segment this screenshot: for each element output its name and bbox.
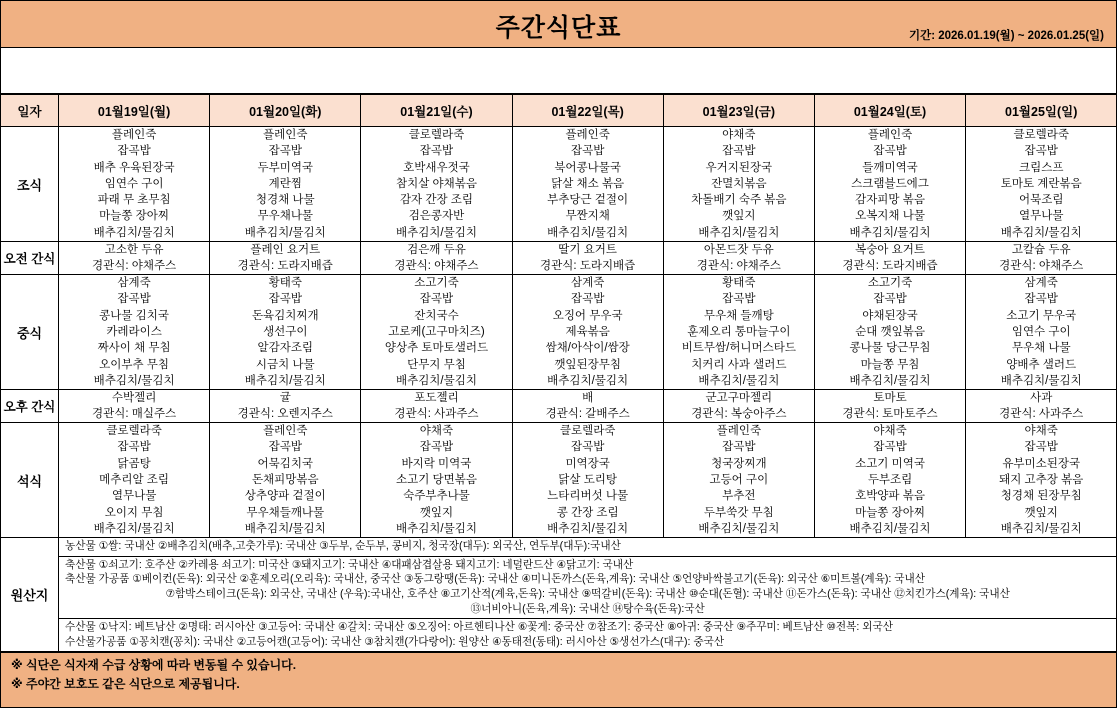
- snack-cell: [210, 242, 361, 275]
- dish-item: 잡곡밥: [268, 293, 302, 306]
- period-label: 기간: 2026.01.19(월) ~ 2026.01.25(일): [909, 30, 1104, 42]
- dish-item: 야채죽: [419, 425, 454, 438]
- dish-item: 유부미소된장국: [1002, 457, 1081, 470]
- dish-item: 배추김치/물김치: [547, 226, 629, 239]
- dish-item: 삼계죽: [570, 277, 605, 290]
- dish-item: 배추김치/물김치: [1000, 374, 1082, 387]
- snack-cell: [59, 390, 210, 423]
- dish-item: 잡곡밥: [117, 293, 151, 306]
- dish-item: 잡곡밥: [1024, 441, 1058, 454]
- dish-item: 순대 깻잎볶음: [855, 325, 925, 338]
- origin-row: [1, 538, 1117, 652]
- dish-item: 두부쑥갓 무침: [703, 506, 774, 519]
- dish-item: 삼계죽: [1024, 277, 1058, 290]
- dish-item: 비트무쌈/허니머스타드: [681, 342, 796, 355]
- dish-item: 잡곡밥: [722, 441, 756, 454]
- snack-cell: [966, 242, 1117, 275]
- dish-item: 플레인죽: [716, 425, 762, 438]
- row-label-1: 오전 간식: [1, 242, 59, 275]
- origin-line: 수산물가공품 ①꽁치캔(꽁치): 국내산 ②고등어캔(고등어): 국내산 ③참치캔(가다랑어): 원양산 ④동태전(동태): 러시아산 ⑤생선가스(대구): 중국산: [65, 635, 725, 648]
- dish-item: 호박새우젓국: [403, 161, 470, 174]
- meal-cell: [512, 275, 663, 390]
- dish-item: 닭살 도리탕: [558, 474, 618, 487]
- dish-item: 마늘쫑 장아찌: [99, 210, 170, 223]
- dish-item: 오복지채 나물: [855, 210, 925, 223]
- dish-item: 클로렐라죽: [408, 129, 465, 141]
- dish-item: 경관식: 갈배주스: [545, 408, 630, 421]
- dish-item: 경관식: 매실주스: [92, 408, 177, 421]
- dish-item: 제육볶음: [565, 325, 610, 338]
- dish-item: 배추김치/물김치: [93, 226, 175, 239]
- dish-item: 배추김치/물김치: [849, 374, 931, 387]
- dish-item: 호박양파 볶음: [855, 490, 925, 503]
- dish-item: 야채죽: [873, 425, 907, 438]
- meal-cell: [966, 127, 1117, 242]
- dish-item: 클로렐라죽: [1013, 129, 1069, 141]
- row-label-4: 석식: [1, 423, 59, 538]
- dish-item: 잡곡밥: [419, 441, 454, 454]
- dish-item: 감자피망 볶음: [855, 194, 925, 207]
- dish-item: 스크램블드에그: [851, 177, 929, 190]
- dish-item: 오징어 무우국: [552, 309, 623, 322]
- menu-table-body: [1, 127, 1117, 538]
- dish-item: 소고기죽: [414, 277, 459, 290]
- dish-item: 플레인죽: [263, 129, 308, 141]
- dish-item: 잡곡밥: [419, 145, 454, 158]
- header-day-0: 01월19일(월): [59, 95, 210, 127]
- dish-item: 크림스프: [1019, 161, 1064, 174]
- dish-item: 돈채피망볶음: [251, 474, 319, 487]
- dish-item: 경관식: 도라지배즙: [540, 260, 636, 273]
- dish-item: 플레인죽: [111, 129, 157, 141]
- dish-item: 소고기 미역국: [855, 457, 925, 470]
- dish-item: 배추김치/물김치: [698, 226, 780, 239]
- note-line-1: ※ 주야간 보호도 같은 식단으로 제공됩니다.: [11, 677, 240, 692]
- dish-item: 파래 무 초무침: [97, 194, 171, 207]
- dish-item: 무짠지채: [565, 210, 610, 223]
- dish-item: 어묵김치국: [257, 457, 314, 470]
- meal-cell: [59, 127, 210, 242]
- dish-item: 북어콩나물국: [554, 161, 621, 174]
- dish-item: 카레라이스: [106, 325, 162, 338]
- origin-line: 축산물 ①쇠고기: 호주산 ②카레용 쇠고기: 미국산 ③돼지고기: 국내산 ④대패삼겹살용 돼지고기: 네덜란드산 ④닭고기: 국내산: [65, 558, 634, 571]
- dish-item: 아몬드잣 두유: [703, 244, 774, 257]
- dish-item: 오이지 무침: [104, 506, 164, 519]
- origin-group: [59, 557, 1116, 619]
- dish-item: 배추김치/물김치: [698, 374, 780, 387]
- snack-cell: [512, 242, 663, 275]
- dish-item: 임연수 구이: [1011, 325, 1071, 338]
- dish-item: 야채된장국: [862, 309, 918, 322]
- dish-item: 고등어 구이: [709, 474, 769, 487]
- dish-item: 감자 간장 조림: [399, 194, 473, 207]
- origin-group: [59, 538, 1116, 557]
- dish-item: 클로렐라죽: [559, 425, 616, 438]
- dish-item: 플레인 요거트: [250, 244, 321, 257]
- dish-item: 잡곡밥: [268, 441, 302, 454]
- dish-item: 경관식: 사과주스: [394, 408, 479, 421]
- dish-item: 토마토: [873, 392, 907, 405]
- dish-item: 알감자조림: [257, 342, 314, 355]
- menu-row-오전 간식: [1, 242, 1117, 275]
- header-day-5: 01월24일(토): [814, 95, 965, 127]
- meal-cell: [361, 423, 512, 538]
- dish-item: 짜사이 채 무침: [97, 342, 171, 355]
- meal-cell: [663, 423, 814, 538]
- dish-item: 잡곡밥: [570, 293, 605, 306]
- meal-cell: [512, 423, 663, 538]
- dish-item: 깻잎지: [1024, 506, 1058, 519]
- dish-item: 깻잎된장무침: [554, 358, 621, 371]
- dish-item: 잡곡밥: [873, 441, 907, 454]
- dish-item: 배추김치/물김치: [849, 522, 931, 535]
- title-bar: [0, 0, 1117, 48]
- dish-item: 경관식: 복숭아주스: [691, 408, 787, 421]
- dish-item: 토마토 계란볶음: [1000, 177, 1082, 190]
- origin-group: [59, 619, 1116, 651]
- menu-table: [0, 94, 1117, 652]
- meal-cell: [663, 275, 814, 390]
- blank-strip: [0, 48, 1117, 94]
- dish-item: 플레인죽: [565, 129, 610, 141]
- dish-item: 고로케(고구마치즈): [388, 325, 485, 338]
- dish-item: 두부조림: [867, 474, 913, 487]
- meal-cell: [814, 127, 965, 242]
- dish-item: 소고기죽: [867, 277, 913, 290]
- dish-item: 배추김치/물김치: [395, 374, 477, 387]
- meal-cell: [361, 127, 512, 242]
- row-label-3: 오후 간식: [1, 390, 59, 423]
- meal-cell: [59, 423, 210, 538]
- header-row: [1, 95, 1117, 127]
- header-day-2: 01월21일(수): [361, 95, 512, 127]
- dish-item: 잡곡밥: [117, 145, 151, 158]
- menu-row-오후 간식: [1, 390, 1117, 423]
- dish-item: 훈제오리 통마늘구이: [687, 325, 791, 338]
- menu-row-중식: [1, 275, 1117, 390]
- dish-item: 부추당근 겉절이: [547, 194, 629, 207]
- dish-item: 오이부추 무침: [99, 358, 170, 371]
- dish-item: 단무지 무침: [407, 358, 466, 371]
- dish-item: 느타리버섯 나물: [547, 490, 629, 503]
- dish-item: 청경채 된장무침: [1000, 490, 1082, 503]
- dish-item: 닭살 채소 볶음: [551, 177, 625, 190]
- header-day-3: 01월22일(목): [512, 95, 663, 127]
- header-day-1: 01월20일(화): [210, 95, 361, 127]
- dish-item: 차돌배기 숙주 볶음: [691, 194, 787, 207]
- dish-item: 계란찜: [268, 177, 302, 190]
- dish-item: 마늘쫑 장아찌: [855, 506, 925, 519]
- dish-item: 복숭아 요거트: [855, 244, 925, 257]
- dish-item: 경관식: 도라지배즙: [842, 260, 938, 273]
- dish-item: 배추김치/물김치: [1000, 522, 1082, 535]
- dish-item: 고소한 두유: [104, 244, 164, 257]
- dish-item: 배추김치/물김치: [698, 522, 780, 535]
- menu-row-조식: [1, 127, 1117, 242]
- header-label-date: 일자: [1, 95, 59, 127]
- dish-item: 콩나물 당근무침: [849, 342, 931, 355]
- origin-line: 농산물 ①쌀: 국내산 ②배추김치(배추,고춧가루): 국내산 ③두부, 순두부, 콩비지, 청국장(대두): 외국산, 연두부(대두):국내산: [65, 540, 621, 553]
- dish-item: 잡곡밥: [722, 293, 756, 306]
- meal-cell: [210, 423, 361, 538]
- footer-notes: [0, 652, 1117, 708]
- origin-line: 수산물 ①낙지: 베트남산 ②명태: 러시아산 ③고등어: 국내산 ④갈치: 국내산 ⑤오징어: 아르헨티나산 ⑥꽃게: 중국산 ⑦참조기: 중국산 ⑧아귀: 중국산 ⑨주꾸미: 베트남산 ⑩전복: 외국산: [65, 621, 893, 634]
- dish-item: 배추김치/물김치: [93, 522, 175, 535]
- dish-item: 야채죽: [722, 129, 756, 141]
- dish-item: 바지락 미역국: [401, 457, 472, 470]
- dish-item: 잔치국수: [414, 309, 459, 322]
- snack-cell: [814, 242, 965, 275]
- meal-cell: [59, 275, 210, 390]
- dish-item: 소고기 무우국: [1006, 309, 1077, 322]
- dish-item: 황태죽: [268, 277, 302, 290]
- dish-item: 배추김치/물김치: [93, 374, 175, 387]
- dish-item: 무우채들깨나물: [246, 506, 325, 519]
- dish-item: 배추김치/물김치: [244, 374, 326, 387]
- meal-cell: [814, 275, 965, 390]
- dish-item: 두부미역국: [257, 161, 314, 174]
- dish-item: 플레인죽: [263, 425, 308, 438]
- origin-line: ⑬너비아니(돈육,계육): 국내산 ⑭탕수육(돈육):국산: [470, 602, 705, 615]
- dish-item: 열무나물: [1019, 210, 1064, 223]
- dish-item: 검은콩자반: [408, 210, 465, 223]
- row-label-0: 조식: [1, 127, 59, 242]
- dish-item: 배: [582, 392, 594, 405]
- dish-item: 참치살 야채볶음: [395, 177, 477, 190]
- dish-item: 잡곡밥: [1024, 145, 1058, 158]
- dish-item: 상추양파 겉절이: [244, 490, 326, 503]
- dish-item: 미역장국: [565, 457, 610, 470]
- dish-item: 잔멸치볶음: [711, 177, 767, 190]
- dish-item: 야채죽: [1024, 425, 1058, 438]
- dish-item: 경관식: 사과주스: [999, 408, 1084, 421]
- dish-item: 임연수 구이: [104, 177, 164, 190]
- note-line-0: ※ 식단은 식자재 수급 상황에 따라 변동될 수 있습니다.: [11, 658, 297, 673]
- header-day-4: 01월23일(금): [663, 95, 814, 127]
- dish-item: 청국장찌개: [711, 457, 767, 470]
- dish-item: 시금치 나물: [255, 358, 315, 371]
- dish-item: 잡곡밥: [570, 145, 605, 158]
- dish-item: 양상추 토마토샐러드: [384, 342, 489, 355]
- dish-item: 무우채나물: [257, 210, 314, 223]
- dish-item: 잡곡밥: [873, 293, 907, 306]
- dish-item: 잡곡밥: [117, 441, 151, 454]
- dish-item: 잡곡밥: [1024, 293, 1058, 306]
- snack-cell: [59, 242, 210, 275]
- dish-item: 경관식: 야채주스: [999, 260, 1084, 273]
- dish-item: 사과: [1030, 392, 1053, 405]
- dish-item: 콩 간장 조림: [556, 506, 619, 519]
- page-title: 주간식단표: [495, 14, 622, 42]
- dish-item: 배추 우육된장국: [93, 161, 175, 174]
- dish-item: 돼지 고추장 볶음: [999, 474, 1084, 487]
- dish-item: 황태죽: [722, 277, 756, 290]
- dish-item: 경관식: 토마토주스: [842, 408, 938, 421]
- dish-item: 삼계죽: [117, 277, 151, 290]
- dish-item: 수박젤리: [111, 392, 157, 405]
- origin-label: 원산지: [1, 538, 59, 652]
- snack-cell: [512, 390, 663, 423]
- meal-cell: [210, 275, 361, 390]
- dish-item: 들깨미역국: [862, 161, 918, 174]
- dish-item: 경관식: 도라지배즙: [237, 260, 333, 273]
- snack-cell: [361, 390, 512, 423]
- dish-item: 메추리알 조림: [99, 474, 170, 487]
- dish-item: 잡곡밥: [722, 145, 756, 158]
- snack-cell: [663, 390, 814, 423]
- snack-cell: [663, 242, 814, 275]
- dish-item: 플레인죽: [867, 129, 913, 141]
- header-day-6: 01월25일(일): [966, 95, 1117, 127]
- dish-item: 생선구이: [263, 325, 308, 338]
- dish-item: 숙주부추나물: [403, 490, 470, 503]
- meal-cell: [210, 127, 361, 242]
- dish-item: 돈육김치찌개: [251, 309, 319, 322]
- dish-item: 깻잎지: [722, 210, 756, 223]
- dish-item: 군고구마젤리: [705, 392, 773, 405]
- dish-item: 쌈채/아삭이/쌈장: [545, 342, 630, 355]
- snack-cell: [361, 242, 512, 275]
- meal-cell: [512, 127, 663, 242]
- snack-cell: [966, 390, 1117, 423]
- dish-item: 닭곰탕: [117, 457, 151, 470]
- origin-section: [1, 538, 1117, 652]
- meal-cell: [814, 423, 965, 538]
- dish-item: 경관식: 야채주스: [92, 260, 177, 273]
- dish-item: 잡곡밥: [419, 293, 454, 306]
- dish-item: 클로렐라죽: [106, 425, 162, 438]
- dish-item: 배추김치/물김치: [244, 522, 326, 535]
- dish-item: 깻잎지: [419, 506, 454, 519]
- dish-item: 무우채 나물: [1011, 342, 1071, 355]
- dish-item: 배추김치/물김치: [547, 522, 629, 535]
- meal-cell: [361, 275, 512, 390]
- dish-item: 치커리 사과 샐러드: [691, 358, 787, 371]
- dish-item: 경관식: 오렌지주스: [237, 408, 333, 421]
- meal-cell: [663, 127, 814, 242]
- dish-item: 부추전: [722, 490, 756, 503]
- menu-table-head: [1, 95, 1117, 127]
- dish-item: 배추김치/물김치: [547, 374, 629, 387]
- dish-item: 배추김치/물김치: [244, 226, 326, 239]
- origin-line: ⑦함박스테이크(돈육): 외국산, 국내산 (우육):국내산, 호주산 ⑧고기산적(계육,돈육): 국내산 ⑨떡갈비(돈육): 국내산 ⑩순대(돈혈): 국내산 ⑪돈가스(돈육): 국내산 ⑫치킨가스(계육): 국내산: [165, 588, 1010, 601]
- dish-item: 고칼슘 두유: [1011, 244, 1071, 257]
- dish-item: 배추김치/물김치: [1000, 226, 1082, 239]
- dish-item: 어묵조림: [1019, 194, 1064, 207]
- meal-cell: [966, 423, 1117, 538]
- dish-item: 잡곡밥: [873, 145, 907, 158]
- dish-item: 무우채 들깨탕: [703, 309, 774, 322]
- dish-item: 배추김치/물김치: [395, 226, 477, 239]
- dish-item: 경관식: 야채주스: [696, 260, 781, 273]
- meal-cell: [966, 275, 1117, 390]
- menu-row-석식: [1, 423, 1117, 538]
- dish-item: 검은깨 두유: [407, 244, 466, 257]
- dish-item: 소고기 당면볶음: [395, 474, 477, 487]
- snack-cell: [814, 390, 965, 423]
- dish-item: 열무나물: [111, 490, 157, 503]
- origin-line: 축산물 가공품 ①베이컨(돈육): 외국산 ②훈제오리(오리육): 국내산, 중국산 ③동그랑땡(돈육): 국내산 ④미니돈까스(돈육,계육): 국내산 ⑤언양바싹불고기(돈육): 외국산 ⑥미트볼(계육): 국내산: [65, 573, 925, 586]
- dish-item: 잡곡밥: [570, 441, 605, 454]
- row-label-2: 중식: [1, 275, 59, 390]
- dish-item: 배추김치/물김치: [849, 226, 931, 239]
- dish-item: 경관식: 야채주스: [394, 260, 479, 273]
- dish-item: 청경채 나물: [255, 194, 315, 207]
- dish-item: 양배추 샐러드: [1006, 358, 1077, 371]
- dish-item: 배추김치/물김치: [395, 522, 477, 535]
- dish-item: 귤: [279, 392, 291, 405]
- dish-item: 마늘쫑 무침: [860, 358, 920, 371]
- dish-item: 잡곡밥: [268, 145, 302, 158]
- dish-item: 딸기 요거트: [558, 244, 618, 257]
- origin-content: [59, 538, 1117, 652]
- dish-item: 콩나물 김치국: [99, 309, 170, 322]
- snack-cell: [210, 390, 361, 423]
- dish-item: 포도젤리: [414, 392, 459, 405]
- dish-item: 우거지된장국: [705, 161, 773, 174]
